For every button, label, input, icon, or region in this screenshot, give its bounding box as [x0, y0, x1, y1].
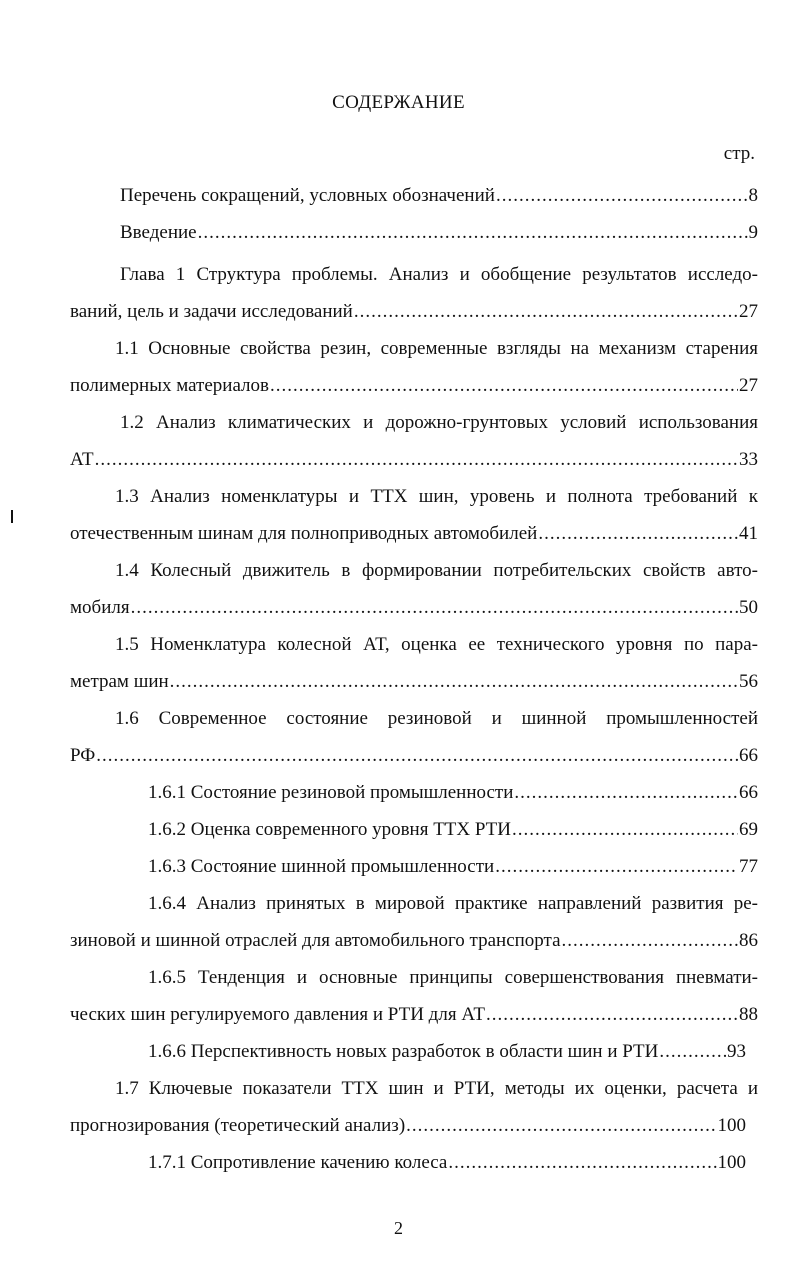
leader-dots — [198, 214, 748, 251]
leader-dots — [270, 367, 738, 404]
toc-entry-page: 86 — [739, 930, 758, 951]
leader-dots — [659, 1033, 726, 1070]
leader-dots — [562, 922, 738, 959]
toc-entry-page: 77 — [739, 856, 758, 877]
toc-entry-title: 1.6 Современное состояние резиновой и шинной промышленностей — [115, 708, 758, 729]
toc-entry-title: 1.4 Колесный движитель в формировании потребительских свойств авто- — [115, 560, 758, 581]
toc-entry[interactable] — [70, 700, 758, 774]
leader-dots — [170, 663, 738, 700]
toc-entry[interactable] — [70, 552, 758, 626]
page-column-label: стр. — [723, 143, 755, 164]
leader-dots — [131, 589, 738, 626]
toc-entry-title-cont: мобиля — [70, 597, 130, 618]
toc-entry-page: 27 — [739, 375, 758, 396]
leader-dots — [538, 515, 738, 552]
toc-entry-title: 1.1 Основные свойства резин, современные взгляды на механизм старения — [115, 338, 758, 359]
leader-dots — [448, 1144, 716, 1181]
toc-entry-page: 27 — [739, 301, 758, 322]
toc-entry[interactable] — [70, 1070, 758, 1144]
toc-entry-page: 33 — [739, 449, 758, 470]
toc-entry[interactable] — [70, 959, 758, 1033]
toc-entry-title-cont: полимерных материалов — [70, 375, 269, 396]
toc-entry-page: 50 — [739, 597, 758, 618]
toc-entry-page: 66 — [739, 782, 758, 803]
leader-dots — [486, 996, 738, 1033]
toc-entry-title: 1.6.4 Анализ принятых в мировой практике направлений развития ре- — [148, 893, 758, 914]
toc-entry-title: 1.6.3 Состояние шинной промышленности — [148, 856, 495, 877]
toc-entry-page: 100 — [717, 1152, 746, 1173]
leader-dots — [512, 811, 738, 848]
toc-entry[interactable] — [70, 626, 758, 700]
toc-entry-title: Введение — [120, 222, 197, 243]
toc-entry-title-cont: метрам шин — [70, 671, 169, 692]
leader-dots — [495, 848, 738, 885]
toc-entry-page: 66 — [739, 745, 758, 766]
leader-dots — [496, 177, 748, 214]
toc-entry-title: 1.6.5 Тенденция и основные принципы совершенствования пневмати- — [148, 967, 758, 988]
toc-entry-title: Глава 1 Структура проблемы. Анализ и обобщение результатов исследо- — [120, 264, 758, 285]
toc-entry[interactable] — [70, 404, 758, 478]
toc-entry-title: 1.5 Номенклатура колесной АТ, оценка ее технического уровня по пара- — [115, 634, 758, 655]
toc-entry-title-cont: РФ — [70, 745, 96, 766]
toc-entry[interactable] — [70, 1033, 758, 1070]
toc-entry[interactable] — [70, 848, 758, 885]
toc-entry-title: 1.7.1 Сопротивление качению колеса — [148, 1152, 448, 1173]
leader-dots — [514, 774, 738, 811]
toc-entry[interactable] — [70, 885, 758, 959]
scan-mark — [11, 510, 13, 523]
toc-entry-page: 100 — [717, 1115, 746, 1136]
toc-entry-title: 1.2 Анализ климатических и дорожно-грунтовых условий использования — [120, 412, 758, 433]
table-of-contents — [70, 177, 758, 1181]
toc-entry[interactable] — [70, 214, 758, 251]
toc-entry-title: 1.3 Анализ номенклатуры и ТТХ шин, уровень и полнота требований к — [115, 486, 758, 507]
toc-entry[interactable] — [70, 774, 758, 811]
toc-entry-title-cont: ческих шин регулируемого давления и РТИ для АТ — [70, 1004, 485, 1025]
toc-entry-title-cont: АТ — [70, 449, 94, 470]
toc-entry-title: 1.6.1 Состояние резиновой промышленности — [148, 782, 514, 803]
toc-entry-title-cont: ваний, цель и задачи исследований — [70, 301, 353, 322]
toc-entry-title-cont: зиновой и шинной отраслей для автомобильного транспорта — [70, 930, 561, 951]
toc-entry-page: 88 — [739, 1004, 758, 1025]
leader-dots — [354, 293, 738, 330]
toc-entry[interactable] — [70, 256, 758, 330]
toc-entry[interactable] — [70, 177, 758, 214]
toc-entry-page: 56 — [739, 671, 758, 692]
toc-entry-title: 1.6.2 Оценка современного уровня ТТХ РТИ — [148, 819, 512, 840]
toc-entry-title-cont: отечественным шинам для полноприводных автомобилей — [70, 523, 538, 544]
toc-entry-page: 93 — [727, 1041, 746, 1062]
leader-dots — [406, 1107, 716, 1144]
toc-entry-title: 1.6.6 Перспективность новых разработок в области шин и РТИ — [148, 1041, 659, 1062]
toc-entry-page: 69 — [739, 819, 758, 840]
page-title: СОДЕРЖАНИЕ — [332, 92, 465, 113]
toc-entry[interactable] — [70, 330, 758, 404]
toc-entry[interactable] — [70, 1144, 758, 1181]
toc-entry-title-cont: прогнозирования (теоретический анализ) — [70, 1115, 406, 1136]
toc-entry-title: 1.7 Ключевые показатели ТТХ шин и РТИ, методы их оценки, расчета и — [115, 1078, 758, 1099]
leader-dots — [96, 737, 738, 774]
toc-entry[interactable] — [70, 478, 758, 552]
leader-dots — [95, 441, 738, 478]
toc-entry-page: 41 — [739, 523, 758, 544]
toc-entry-page: 8 — [748, 185, 758, 206]
toc-entry[interactable] — [70, 811, 758, 848]
toc-entry-title: Перечень сокращений, условных обозначений — [120, 185, 495, 206]
page-number: 2 — [394, 1218, 403, 1238]
toc-entry-page: 9 — [748, 222, 758, 243]
